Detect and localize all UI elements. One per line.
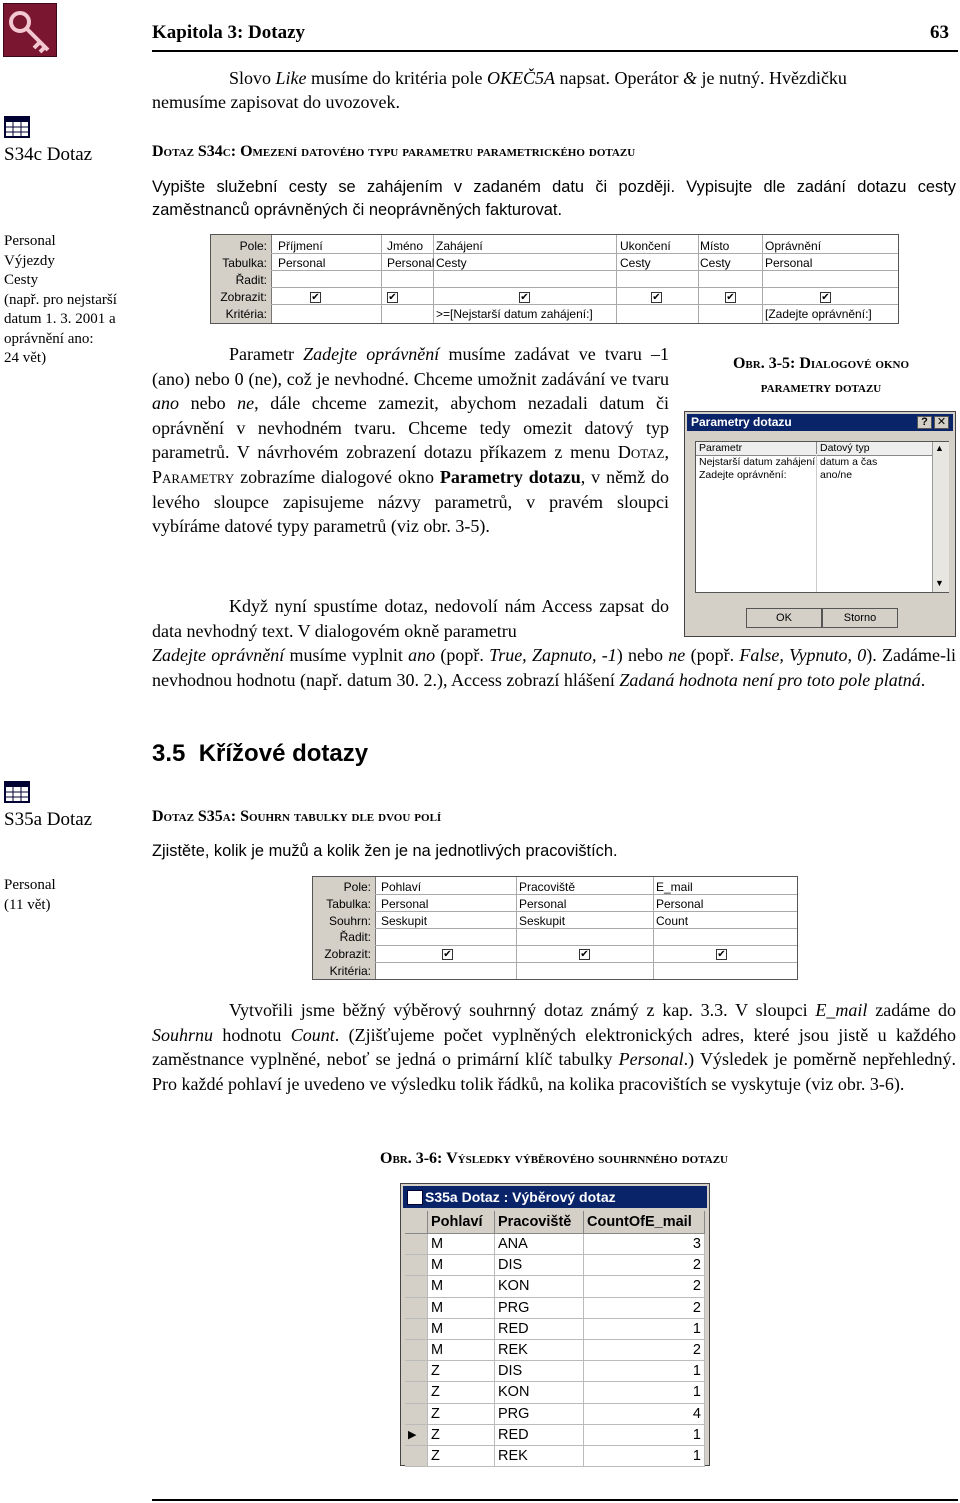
grid-label: Pole:: [343, 880, 371, 894]
results-body: [405, 1234, 705, 1467]
field-cell[interactable]: Zahájení: [436, 239, 483, 253]
table-cell[interactable]: Personal: [381, 897, 429, 911]
s34c-paragraph-3: Zadejte oprávnění musíme vyplnit ano (popř. True, Zapnuto, -1) nebo ne (popř. False, Vypnuto, 0). Zadáme-li nevhodnou hodnotu (např. datum 30. 2.), Access zobrazí hlášení Zadaná hodnota není pro toto pole platná.: [152, 645, 956, 690]
table-cell[interactable]: Cesty: [436, 256, 467, 270]
show-checkbox[interactable]: ✔: [717, 949, 726, 960]
grid-row-labels: [211, 235, 272, 323]
table-row[interactable]: [405, 1445, 705, 1466]
count-cell[interactable]: 2: [584, 1255, 705, 1276]
table-row[interactable]: [405, 1403, 705, 1424]
workplace-cell[interactable]: REK: [495, 1339, 584, 1360]
row-selector[interactable]: [405, 1445, 428, 1466]
row-selector[interactable]: [405, 1234, 428, 1255]
window-title-bar: [403, 1186, 707, 1208]
gender-cell[interactable]: M: [428, 1276, 495, 1297]
row-selector[interactable]: ▶: [405, 1424, 428, 1445]
workplace-cell[interactable]: REK: [495, 1445, 584, 1466]
table-row[interactable]: [405, 1382, 705, 1403]
gender-cell[interactable]: Z: [428, 1361, 495, 1382]
gender-cell[interactable]: M: [428, 1318, 495, 1339]
gender-cell[interactable]: M: [428, 1339, 495, 1360]
grid-label: Zobrazit:: [324, 947, 371, 961]
count-cell[interactable]: 1: [584, 1445, 705, 1466]
header-datatype: Datový typ: [816, 442, 870, 454]
field-cell[interactable]: Oprávnění: [765, 239, 822, 253]
table-header-row: [405, 1211, 705, 1234]
sidebar-note-s35a: Personal (11 vět): [4, 877, 56, 913]
gender-cell[interactable]: M: [428, 1297, 495, 1318]
grid-label: Kritéria:: [329, 964, 371, 978]
criteria-cell[interactable]: >=[Nejstarší datum zahájení:]: [436, 307, 593, 321]
show-checkbox[interactable]: ✔: [520, 292, 529, 303]
parameter-type[interactable]: ano/ne: [820, 469, 853, 481]
field-cell[interactable]: Příjmení: [278, 239, 323, 253]
grid-label: Kritéria:: [225, 307, 267, 321]
show-checkbox[interactable]: ✔: [311, 292, 320, 303]
header-rule: [152, 50, 958, 52]
count-cell[interactable]: 1: [584, 1318, 705, 1339]
row-selector[interactable]: [405, 1255, 428, 1276]
field-cell[interactable]: E_mail: [656, 880, 693, 894]
show-checkbox[interactable]: ✔: [726, 292, 735, 303]
table-cell[interactable]: Personal: [387, 256, 435, 270]
total-cell[interactable]: Seskupit: [381, 914, 428, 928]
workplace-cell[interactable]: PRG: [495, 1297, 584, 1318]
table-row[interactable]: [405, 1424, 705, 1445]
table-row[interactable]: [405, 1234, 705, 1255]
grid-row-labels: [313, 877, 376, 979]
grid-column[interactable]: [379, 877, 517, 979]
field-cell[interactable]: Jméno: [387, 239, 424, 253]
grid-label: Tabulka:: [326, 897, 371, 911]
count-cell[interactable]: 2: [584, 1339, 705, 1360]
s34c-heading: Dotaz S34c: Omezení datového typu parametru parametrického dotazu: [152, 143, 636, 160]
grid-label: Řadit:: [235, 273, 267, 287]
field-cell[interactable]: Ukončení: [620, 239, 671, 253]
s35a-paragraph: Vytvořili jsme běžný výběrový souhrnný dotaz známý z kap. 3.3. V sloupci E_mail zadáme do Souhrnu hodnotu Count. (Zjišťujeme počet vyplněných elektronických adres, které jsou jistě u každého zaměstnance vyplněné, neboť se jedná o primární klíč tabulky Personal.) Výsledek je poměrně nepřehledný. Pro každé pohlaví je uvedeno ve výsledku tolik řádků, na kolika pracovištích se vyskytuje (viz obr. 3-6).: [152, 1000, 956, 1094]
column-header[interactable]: Pohlaví: [428, 1211, 495, 1234]
gender-cell[interactable]: Z: [428, 1403, 495, 1424]
grid-label: Tabulka:: [222, 256, 267, 270]
table-row[interactable]: [405, 1339, 705, 1360]
show-checkbox[interactable]: ✔: [443, 949, 452, 960]
dialog-title: Parametry dotazu: [691, 415, 792, 429]
grid-label: Řadit:: [339, 930, 371, 944]
workplace-cell[interactable]: KON: [495, 1382, 584, 1403]
ok-button[interactable]: OK: [746, 608, 822, 628]
row-selector-header[interactable]: [405, 1211, 428, 1234]
access-logo: [3, 3, 57, 57]
table-row[interactable]: [405, 1361, 705, 1382]
header-parameter: Parametr: [699, 442, 743, 454]
workplace-cell[interactable]: ANA: [495, 1234, 584, 1255]
sidebar-label-s35a: S35a Dotaz: [4, 809, 93, 830]
table-row[interactable]: [405, 1276, 705, 1297]
results-table: [405, 1211, 705, 1467]
show-checkbox[interactable]: ✔: [821, 292, 830, 303]
table-row[interactable]: [405, 1255, 705, 1276]
gender-cell[interactable]: Z: [428, 1382, 495, 1403]
table-cell[interactable]: Personal: [765, 256, 813, 270]
row-selector[interactable]: [405, 1318, 428, 1339]
s34c-task: Vypište služební cesty se zahájením v zadaném datu či později. Vypisujte dle zadání dotazu cesty zaměstnanců oprávněných či neoprávněných fakturovat.: [152, 178, 956, 219]
close-icon[interactable]: ✕: [934, 416, 949, 429]
count-cell[interactable]: 2: [584, 1276, 705, 1297]
count-cell[interactable]: 2: [584, 1297, 705, 1318]
sidebar-note-s34c: Personal Výjezdy Cesty (např. pro nejstarší datum 1. 3. 2001 a oprávnění ano: 24 vět): [4, 233, 117, 366]
query-design-grid-s35a: [312, 876, 798, 980]
grid-column[interactable]: [653, 877, 791, 979]
workplace-cell[interactable]: RED: [495, 1318, 584, 1339]
dialog-title-bar: [687, 414, 953, 431]
table-cell[interactable]: Personal: [519, 897, 567, 911]
table-cell[interactable]: Personal: [278, 256, 326, 270]
query-result-window: [400, 1183, 710, 1466]
row-selector[interactable]: [405, 1361, 428, 1382]
grid-column[interactable]: [616, 235, 699, 323]
grid-label: Zobrazit:: [220, 290, 267, 304]
column-header[interactable]: CountOfE_mail: [584, 1211, 705, 1234]
workplace-cell[interactable]: DIS: [495, 1255, 584, 1276]
grid-column[interactable]: [381, 235, 434, 323]
field-cell[interactable]: Pracoviště: [519, 880, 576, 894]
parameters-list[interactable]: [695, 441, 949, 593]
field-cell[interactable]: Pohlaví: [381, 880, 422, 894]
count-cell[interactable]: 3: [584, 1234, 705, 1255]
query-design-grid-s34c: [210, 234, 899, 324]
scrollbar[interactable]: [932, 442, 949, 592]
grid-label: Pole:: [239, 239, 267, 253]
row-selector[interactable]: [405, 1276, 428, 1297]
footer-rule: [152, 1499, 958, 1501]
grid-column[interactable]: [276, 235, 382, 323]
s34c-paragraph-1: Parametr Zadejte oprávnění musíme zadávat ve tvaru –1 (ano) nebo 0 (ne), což je nevhodné. Chceme umožnit zadávání ve tvaru ano nebo ne, dále chceme zamezit, abychom nezadali datum či oprávnění v nevhodném tvaru. Chceme tedy omezit datový typ parametrů. V návrhovém zobrazení dotazu příkazem z menu Dotaz, Parametry zobrazíme dialogové okno Parametry dotazu, v němž do levého sloupce zapisujeme názvy parametrů, v pravém sloupci vybíráme datové typy parametrů (viz obr. 3-5).: [152, 344, 670, 537]
gender-cell[interactable]: Z: [428, 1424, 495, 1445]
parameter-name[interactable]: Nejstarší datum zahájení:: [699, 456, 819, 468]
grid-label: Souhrn:: [328, 914, 371, 928]
parameters-dialog: [684, 411, 956, 637]
help-icon[interactable]: ?: [917, 416, 932, 429]
intro-line-2: nemusíme zapisovat do uvozovek.: [152, 92, 400, 112]
workplace-cell[interactable]: RED: [495, 1424, 584, 1445]
total-cell[interactable]: Seskupit: [519, 914, 566, 928]
total-cell[interactable]: Count: [656, 914, 689, 928]
row-selector[interactable]: [405, 1297, 428, 1318]
window-title: S35a Dotaz : Výběrový dotaz: [425, 1189, 616, 1205]
figure-3-5-caption: Obr. 3-5: Dialogové okno parametry dotazu: [732, 355, 910, 396]
workplace-cell[interactable]: KON: [495, 1276, 584, 1297]
figure-3-6-caption: Obr. 3-6: Výsledky výběrového souhrnného dotazu: [380, 1150, 728, 1167]
query-icon: [4, 781, 30, 810]
count-cell[interactable]: 1: [584, 1361, 705, 1382]
chapter-title: Kapitola 3: Dotazy: [152, 22, 306, 43]
scroll-down-icon[interactable]: ▼: [935, 578, 944, 588]
criteria-cell[interactable]: [Zadejte oprávnění:]: [765, 307, 872, 321]
sidebar-label-s34c: S34c Dotaz: [4, 144, 93, 165]
field-cell[interactable]: Místo: [700, 239, 730, 253]
table-row[interactable]: [405, 1297, 705, 1318]
query-window-icon: [407, 1190, 423, 1205]
parameter-type[interactable]: datum a čas: [820, 456, 878, 468]
show-checkbox[interactable]: ✔: [580, 949, 589, 960]
scroll-up-icon[interactable]: ▲: [935, 443, 944, 453]
gender-cell[interactable]: M: [428, 1255, 495, 1276]
row-selector[interactable]: [405, 1382, 428, 1403]
count-cell[interactable]: 1: [584, 1424, 705, 1445]
gender-cell[interactable]: M: [428, 1234, 495, 1255]
table-cell[interactable]: Cesty: [700, 256, 731, 270]
column-divider: [816, 455, 817, 592]
grid-column[interactable]: [762, 235, 888, 323]
grid-column[interactable]: [433, 235, 617, 323]
page-number: 63: [930, 22, 949, 43]
table-cell[interactable]: Personal: [656, 897, 704, 911]
count-cell[interactable]: 4: [584, 1403, 705, 1424]
row-selector[interactable]: [405, 1403, 428, 1424]
datasheet[interactable]: [405, 1211, 705, 1467]
show-checkbox[interactable]: ✔: [388, 292, 397, 303]
cancel-button[interactable]: Storno: [822, 608, 898, 628]
table-cell[interactable]: Cesty: [620, 256, 651, 270]
table-row[interactable]: [405, 1318, 705, 1339]
grid-column[interactable]: [516, 877, 654, 979]
show-checkbox[interactable]: ✔: [652, 292, 661, 303]
column-header[interactable]: Pracoviště: [495, 1211, 584, 1234]
count-cell[interactable]: 1: [584, 1382, 705, 1403]
workplace-cell[interactable]: DIS: [495, 1361, 584, 1382]
workplace-cell[interactable]: PRG: [495, 1403, 584, 1424]
query-icon: [4, 116, 30, 145]
section-heading: 3.5 Křížové dotazy: [152, 740, 369, 767]
s35a-task: Zjistěte, kolik je mužů a kolik žen je na jednotlivých pracovištích.: [152, 842, 618, 860]
parameter-name[interactable]: Zadejte oprávnění:: [699, 469, 787, 481]
gender-cell[interactable]: Z: [428, 1445, 495, 1466]
s34c-paragraph-2: Když nyní spustíme dotaz, nedovolí nám Access zapsat do data nevhodný text. V dialogovém okně parametru: [152, 596, 669, 641]
parameters-header: [696, 442, 932, 456]
grid-column[interactable]: [698, 235, 763, 323]
key-icon: [4, 4, 56, 56]
s35a-heading: Dotaz S35a: Souhrn tabulky dle dvou polí: [152, 808, 442, 825]
intro-line-1: Slovo Like musíme do kritéria pole OKEČ5A napsat. Operátor & je nutný. Hvězdičku: [229, 68, 847, 88]
row-selector[interactable]: [405, 1339, 428, 1360]
